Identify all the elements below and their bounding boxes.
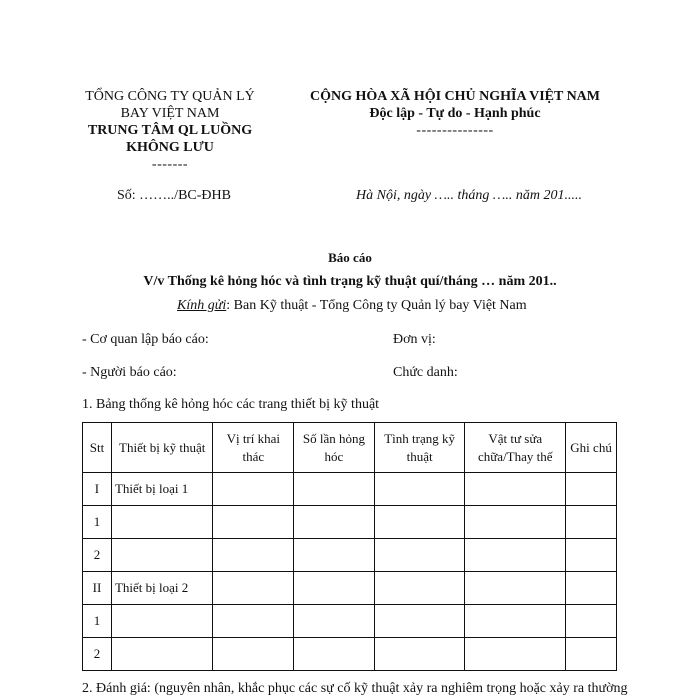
table-cell [566,638,617,671]
report-title: Báo cáo [328,250,372,265]
table-row [83,539,617,572]
row-index: 2 [83,638,112,671]
table-row [83,638,617,671]
national-header [270,88,640,139]
row-index: 1 [83,506,112,539]
column-header: Ghi chú [566,423,617,473]
section2-heading: 2. Đánh giá: (nguyên nhân, khắc phục các sự cố kỹ thuật xảy ra nghiêm trọng hoặc xảy ra thường [82,681,628,696]
table-row [83,572,617,605]
equipment-cell [111,605,213,638]
table-cell [566,572,617,605]
table-cell [566,506,617,539]
national-motto: Độc lập - Tự do - Hạnh phúc [369,106,541,121]
equipment-cell [111,506,213,539]
column-header: Thiết bị kỹ thuật [111,423,213,473]
document-number: Số: ……../BC-ĐHB [117,188,231,203]
table-cell [294,572,375,605]
org-name-line1: TỔNG CÔNG TY QUẢN LÝ [85,89,255,104]
table-cell [566,605,617,638]
equipment-cell [111,638,213,671]
table-cell [294,638,375,671]
place-and-date: Hà Nội, ngày ….. tháng ….. năm 201..... [356,188,582,203]
org-separator: ------- [151,157,189,172]
table-row [83,473,617,506]
org-unit-line2: KHÔNG LƯU [126,140,214,155]
table-cell [374,605,465,638]
table-cell [374,506,465,539]
motto-separator: --------------- [416,123,494,138]
equipment-cell [111,539,213,572]
table-cell [294,605,375,638]
table-cell [465,539,566,572]
table-cell [213,506,294,539]
row-index: II [83,572,112,605]
column-header: Vị trí khai thác [213,423,294,473]
table-header-row [83,423,617,473]
organization-block [70,88,270,173]
table-cell [465,638,566,671]
table-cell [213,605,294,638]
table-cell [465,572,566,605]
table-cell [294,473,375,506]
unit-field-label: Đơn vị: [393,332,436,347]
country-name: CỘNG HÒA XÃ HỘI CHỦ NGHĨA VIỆT NAM [309,89,600,104]
table-cell [465,473,566,506]
table-cell [213,473,294,506]
row-index: 1 [83,605,112,638]
row-index: I [83,473,112,506]
recipient-label: Kính gửi [177,298,227,313]
table-cell [374,539,465,572]
table-cell [294,506,375,539]
table-cell [213,572,294,605]
table-cell [374,572,465,605]
table-cell [465,506,566,539]
column-header: Tình trạng kỹ thuật [374,423,465,473]
table-cell [566,539,617,572]
section1-heading: 1. Bảng thống kê hỏng hóc các trang thiết bị kỹ thuật [82,397,380,412]
row-index: 2 [83,539,112,572]
table-cell [374,473,465,506]
table-cell [213,638,294,671]
table-row [83,506,617,539]
column-header: Stt [83,423,112,473]
report-subject: V/v Thống kê hỏng hóc và tình trạng kỹ thuật quí/tháng … năm 201.. [143,274,557,289]
org-name-line2: BAY VIỆT NAM [120,106,220,121]
table-cell [566,473,617,506]
position-field-label: Chức danh: [393,365,458,380]
table-cell [465,605,566,638]
equipment-failure-table [82,422,617,671]
agency-field-label: - Cơ quan lập báo cáo: [82,332,209,347]
column-header: Số lần hỏng hóc [294,423,375,473]
table-cell [294,539,375,572]
recipient-value: : Ban Kỹ thuật - Tổng Công ty Quản lý bay Việt Nam [226,298,527,313]
org-unit-line1: TRUNG TÂM QL LUỒNG [87,123,253,138]
recipient-line [177,298,527,314]
equipment-cell: Thiết bị loại 1 [111,473,213,506]
table-row [83,605,617,638]
table-cell [374,638,465,671]
reporter-field-label: - Người báo cáo: [82,365,177,380]
equipment-cell: Thiết bị loại 2 [111,572,213,605]
column-header: Vật tư sửa chữa/Thay thế [465,423,566,473]
table-cell [213,539,294,572]
